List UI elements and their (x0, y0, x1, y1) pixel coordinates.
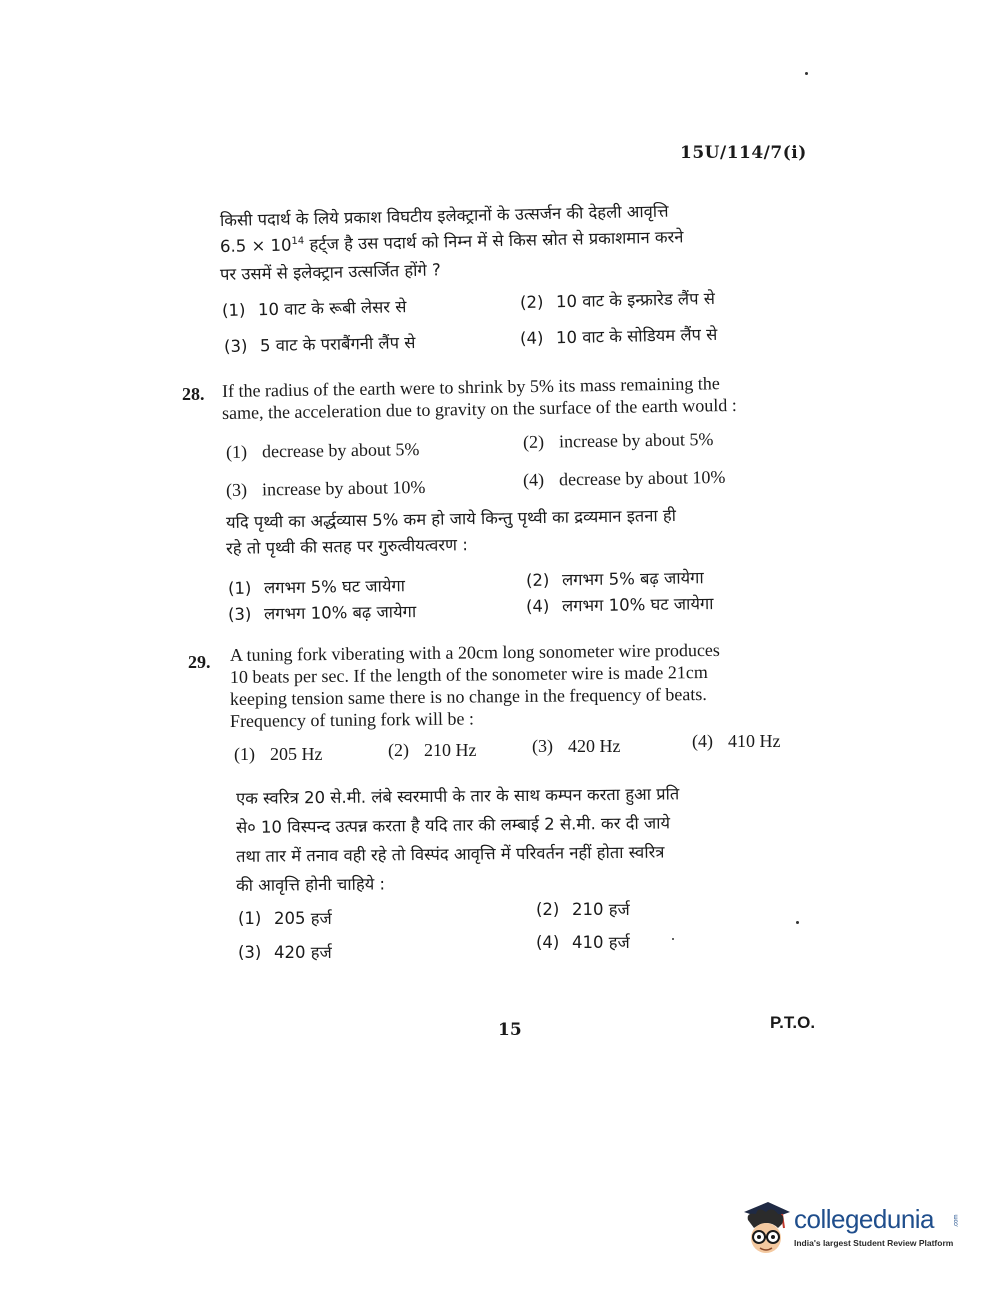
scan-speck (672, 938, 674, 940)
q29-option-1: (1) 205 Hz (234, 744, 323, 764)
q28-option-2: (2) increase by about 5% (522, 429, 714, 452)
q27-hindi-line-2-text: हर्ट्ज है उस पदार्थ को निम्न में से किस स्रोत से प्रकाशमान करने (309, 227, 684, 255)
scan-speck (796, 921, 799, 924)
q28-hindi-option-1: (1) लगभग 5% घट जायेगा (227, 576, 406, 598)
q27-frequency-value: $6.5 \times 10^{14}$ (219, 235, 305, 256)
q29-option-4: (4) 410 Hz (692, 731, 781, 751)
q29-english-line-4: Frequency of tuning fork will be : (229, 708, 475, 731)
q27-hindi-line-1: किसी पदार्थ के लिये प्रकाश विघटीय इलेक्ट्रानों के उत्सर्जन की देहली आवृत्ति (219, 201, 669, 230)
q29-hindi-line-3: तथा तार में तनाव वही रहे तो विस्पंद आवृत्ति में परिवर्तन नहीं होता स्वरित्र (235, 842, 665, 866)
pto-label: P.T.O. (770, 1013, 816, 1032)
q28-english-line-1: If the radius of the earth were to shrink by 5% its mass remaining the (221, 373, 720, 401)
q28-number: 28. (182, 384, 205, 404)
brand-domain: .com (953, 1214, 960, 1228)
brand-name: collegedunia (794, 1204, 935, 1234)
q29-hindi-option-1: (1) 205 हर्ज (238, 909, 332, 928)
q29-hindi-line-4: की आवृत्ति होनी चाहिये : (235, 874, 386, 895)
page-number: 15 (498, 1020, 522, 1040)
q29-hindi-option-4: (4) 410 हर्ज (536, 933, 630, 952)
q28-english-line-2: same, the acceleration due to gravity on the surface of the earth would : (221, 394, 737, 423)
q28-hindi-option-2: (2) लगभग 5% बढ़ जायेगा (525, 568, 704, 590)
q29-hindi-line-2: से० 10 विस्पन्द उत्पन्न करता है यदि तार की लम्बाई 2 से.मी. कर दी जाये (235, 813, 671, 837)
q28-option-1: (1) decrease by about 5% (225, 438, 420, 462)
collegedunia-logo (738, 1198, 963, 1258)
q29-hindi-option-3: (3) 420 हर्ज (238, 943, 332, 962)
paper-code: 15U/114/7(i) (680, 143, 807, 163)
exponent: 14 (291, 235, 305, 248)
q28-hindi-option-4: (4) लगभग 10% घट जायेगा (525, 594, 714, 616)
q27-option-4: (4) 10 वाट के सोडियम लैंप से (519, 324, 718, 348)
q29-hindi-option-2: (2) 210 हर्ज (536, 900, 630, 919)
q28-hindi-option-3: (3) लगभग 10% बढ़ जायेगा (227, 602, 417, 624)
q28-option-4: (4) decrease by about 10% (522, 466, 726, 490)
q29-hindi-line-1: एक स्वरित्र 20 से.मी. लंबे स्वरमापी के तार के साथ कम्पन करता हुआ प्रति (235, 784, 680, 808)
mascot-icon (738, 1198, 794, 1258)
q29-english-line-3: keeping tension same there is no change in the frequency of beats. (229, 684, 707, 709)
q29-option-2: (2) 210 Hz (388, 740, 477, 760)
q29-number: 29. (188, 652, 211, 672)
q29-option-3: (3) 420 Hz (532, 736, 621, 756)
q27-option-2: (2) 10 वाट के इन्फ्रारेड लैंप से (519, 288, 716, 312)
q28-option-3: (3) increase by about 10% (225, 476, 426, 500)
q27-hindi-line-3: पर उसमें से इलेक्ट्रान उत्सर्जित होंगे ? (219, 260, 441, 284)
q29-english-line-1: A tuning fork viberating with a 20cm long sonometer wire produces (229, 639, 720, 665)
q27-option-3: (3) 5 वाट के पराबैंगनी लैंप से (223, 332, 416, 356)
q28-hindi-line-2: रहे तो पृथ्वी की सतह पर गुरुत्वीयत्वरण : (225, 535, 468, 558)
q29-english-line-2: 10 beats per sec. If the length of the sonometer wire is made 21cm (229, 661, 708, 687)
q28-hindi-line-1: यदि पृथ्वी का अर्द्धव्यास 5% कम हो जाये किन्तु पृथ्वी का द्रव्यमान इतना ही (225, 505, 677, 532)
scan-speck (805, 72, 808, 75)
brand-tagline: India's largest Student Review Platform (794, 1238, 954, 1248)
q27-option-1: (1) 10 वाट के रूबी लेसर से (221, 297, 407, 320)
